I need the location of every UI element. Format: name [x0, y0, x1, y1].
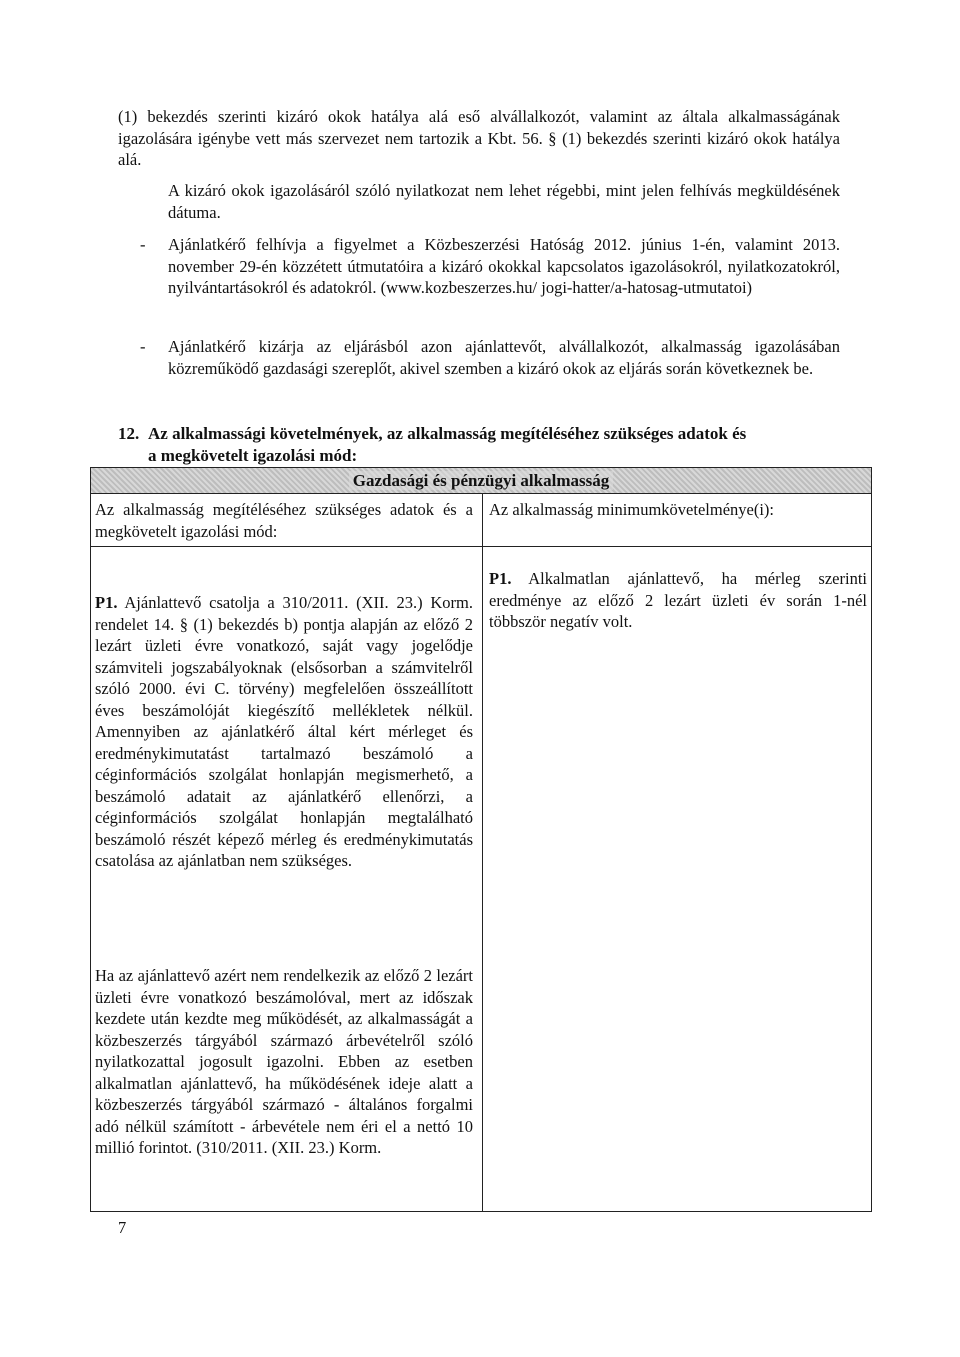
- left-p1-label: P1.: [95, 593, 118, 612]
- right-p1-paragraph: [489, 568, 867, 633]
- header-right-cell: Az alkalmasság minimumkövetelménye(i):: [489, 500, 775, 519]
- left-p1-paragraph: [95, 592, 473, 872]
- header-divider: [91, 546, 871, 547]
- dash-item-text: Ajánlatkérő kizárja az eljárásból azon ajánlattevőt, alvállalkozót, alkalmasság igazolásában közreműködő gazdasági szereplőt, akivel szemben a kizáró okok az eljárás során következnek be.: [168, 337, 840, 378]
- header-left-cell: Az alkalmasság megítéléséhez szükséges adatok és a megkövetelt igazolási mód:: [95, 500, 473, 541]
- dash-item-exclusion: [140, 336, 840, 379]
- section-title-line2: a megkövetelt igazolási mód:: [148, 445, 358, 465]
- requirements-table: [90, 467, 872, 1212]
- dash-item-guidance: [140, 234, 840, 299]
- section-heading: [118, 423, 840, 466]
- section-title-line1: Az alkalmassági követelmények, az alkalmasság megítéléséhez szükséges adatok és: [148, 424, 747, 443]
- dash-item-text: Ajánlatkérő felhívja a figyelmet a Közbeszerzési Hatóság 2012. június 1-én, valamint 2013. november 29-én közzétett útmutatóira a kizáró okokkal kapcsolatos igazolásokról, nyilatkozatokról, nyilvántartásokról és adatokról. (www.kozbeszerzes.hu/ jogi-hatter/a-hatosag-utmutatoi): [168, 235, 840, 297]
- column-divider: [482, 494, 483, 1212]
- table-banner: [91, 468, 871, 494]
- left-p1-text: Ajánlattevő csatolja a 310/2011. (XII. 23.) Korm. rendelet 14. § (1) bekezdés b) pontja alapján az előző 2 lezárt üzleti évre vonatkozó, saját vagy jogelődje számviteli jogszabályoknak (elsősorban a számvitelről szóló 2000. évi C. törvény) megfelelően összeállított éves beszámolóját kiegészítő mellékletek nélkül. Amennyiben az ajánlatkérő által kért mérleget és eredménykimutatást tartalmazó beszámoló a céginformációs szolgálat honlapján megismerhető, a beszámoló adatait az ajánlatkérő ellenőrzi, a céginformációs szolgálat honlapján megtalálható beszámoló részét képező mérleg és eredménykimutatás csatolása az ajánlatban nem szükséges.: [95, 593, 473, 870]
- dash-bullet: -: [140, 235, 146, 254]
- table-banner-label: Gazdasági és pénzügyi alkalmasság: [349, 471, 613, 490]
- intro-paragraph: (1) bekezdés szerinti kizáró okok hatálya alá eső alvállalkozót, valamint az általa alkalmasságának igazolására igénybe vett más szervezet nem tartozik a Kbt. 56. § (1) bekezdés szerinti kizáró okok hatálya alá.: [118, 107, 840, 169]
- page-number: 7: [118, 1218, 127, 1237]
- left-p2-paragraph: Ha az ajánlattevő azért nem rendelkezik az előző 2 lezárt üzleti évre vonatkozó beszámolóval, mert az időszak kezdete után kezdte meg működését, az alkalmasságát a közbeszerzés tárgyából származó árbevételről szóló nyilatkozattal jogosult igazolni. Ebben az esetben alkalmatlan ajánlattevő, ha működésének ideje alatt a közbeszerzés tárgyából származó - általános forgalmi adó nélkül számított - árbevétele nem éri el a nettó 10 millió forintot. (310/2011. (XII. 23.) Korm.: [95, 966, 473, 1157]
- right-p1-label: P1.: [489, 569, 512, 588]
- right-p1-text: Alkalmatlan ajánlattevő, ha mérleg szerinti eredménye az előző 2 lezárt üzleti év során 1-nél többször negatív volt.: [489, 569, 867, 631]
- dash-bullet: -: [140, 337, 146, 356]
- section-number: 12.: [118, 424, 140, 443]
- date-note-paragraph: A kizáró okok igazolásáról szóló nyilatkozat nem lehet régebbi, mint jelen felhívás megküldésének dátuma.: [168, 181, 840, 222]
